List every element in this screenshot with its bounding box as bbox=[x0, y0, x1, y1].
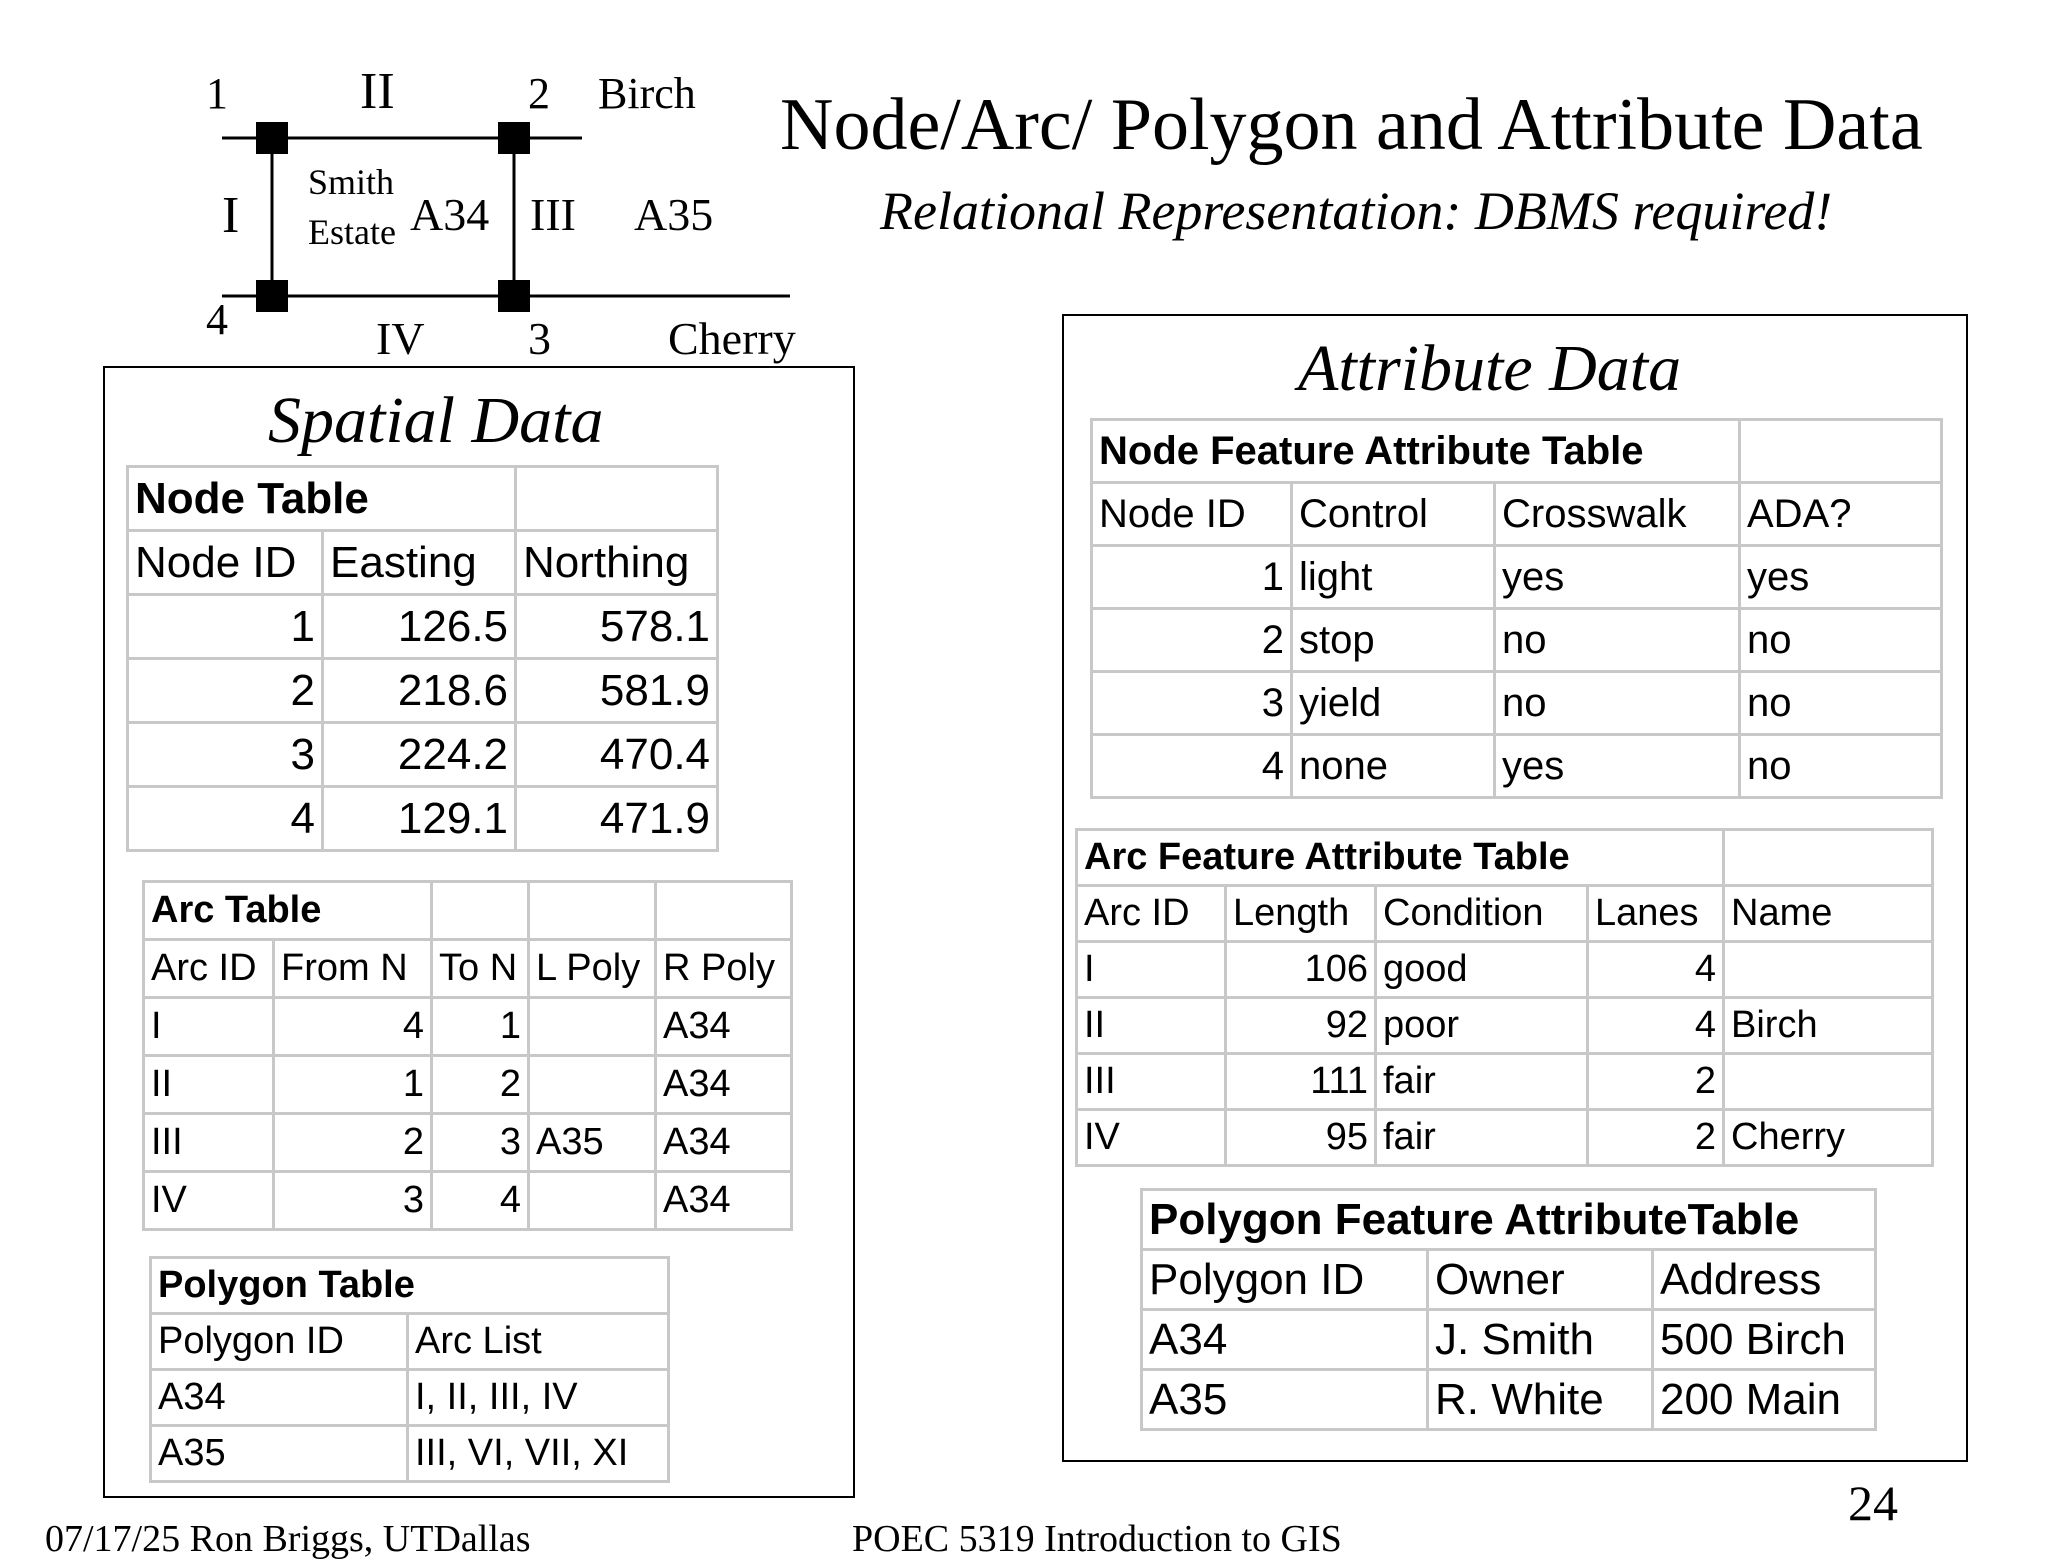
arc-label-i: I bbox=[222, 187, 240, 244]
table-cell: 3 bbox=[128, 723, 323, 787]
table-cell: good bbox=[1376, 942, 1588, 998]
column-header: Arc ID bbox=[1077, 886, 1226, 942]
column-header: Polygon ID bbox=[151, 1314, 408, 1370]
table-cell bbox=[1724, 942, 1933, 998]
table-cell bbox=[1740, 420, 1942, 483]
table-cell: A34 bbox=[151, 1370, 408, 1426]
table-row bbox=[151, 1370, 669, 1426]
column-header: Condition bbox=[1376, 886, 1588, 942]
table-cell: A35 bbox=[1142, 1370, 1428, 1430]
table-title-row bbox=[151, 1258, 669, 1314]
table-cell: A34 bbox=[656, 1114, 792, 1172]
table-cell: IV bbox=[144, 1172, 274, 1230]
column-header: ADA? bbox=[1740, 483, 1942, 546]
table-cell: yield bbox=[1292, 672, 1495, 735]
table-cell: light bbox=[1292, 546, 1495, 609]
table-row bbox=[1092, 672, 1942, 735]
polygon-label-a35: A35 bbox=[634, 189, 714, 240]
column-header: Crosswalk bbox=[1495, 483, 1740, 546]
column-header: L Poly bbox=[529, 940, 656, 998]
spatial-data-heading: Spatial Data bbox=[268, 384, 604, 457]
polygon-table bbox=[149, 1256, 670, 1483]
table-row bbox=[1092, 609, 1942, 672]
table-cell bbox=[656, 882, 792, 940]
table-row bbox=[1077, 1110, 1933, 1166]
table-cell bbox=[529, 1172, 656, 1230]
node-label-1: 1 bbox=[206, 69, 228, 118]
footer-author: 07/17/25 Ron Briggs, UTDallas bbox=[45, 1518, 531, 1560]
node-feature-table-title: Node Feature Attribute Table bbox=[1092, 420, 1740, 483]
table-cell: 4 bbox=[432, 1172, 529, 1230]
table-cell: 2 bbox=[1588, 1054, 1724, 1110]
table-cell: fair bbox=[1376, 1110, 1588, 1166]
table-cell: 111 bbox=[1226, 1054, 1376, 1110]
table-header-row bbox=[1092, 483, 1942, 546]
table-title-row bbox=[1142, 1190, 1876, 1250]
table-cell: 2 bbox=[128, 659, 323, 723]
table-cell: 224.2 bbox=[323, 723, 516, 787]
table-cell: II bbox=[144, 1056, 274, 1114]
table-cell: no bbox=[1495, 609, 1740, 672]
table-cell: 4 bbox=[1588, 942, 1724, 998]
table-cell: no bbox=[1495, 672, 1740, 735]
table-cell: 3 bbox=[1092, 672, 1292, 735]
table-cell: 95 bbox=[1226, 1110, 1376, 1166]
column-header: Length bbox=[1226, 886, 1376, 942]
column-header: Lanes bbox=[1588, 886, 1724, 942]
table-cell bbox=[516, 467, 718, 531]
polygon-text-estate: Estate bbox=[308, 212, 396, 252]
table-cell: none bbox=[1292, 735, 1495, 798]
table-cell: A35 bbox=[529, 1114, 656, 1172]
table-cell: 4 bbox=[1588, 998, 1724, 1054]
table-row bbox=[1092, 735, 1942, 798]
table-row bbox=[144, 998, 792, 1056]
table-cell: 4 bbox=[274, 998, 432, 1056]
column-header: Easting bbox=[323, 531, 516, 595]
table-cell: 1 bbox=[128, 595, 323, 659]
table-row bbox=[128, 723, 718, 787]
node-feature-attribute-table bbox=[1090, 418, 1943, 799]
footer-course: POEC 5319 Introduction to GIS bbox=[852, 1518, 1342, 1560]
table-header-row bbox=[128, 531, 718, 595]
table-cell bbox=[529, 998, 656, 1056]
table-cell: 4 bbox=[128, 787, 323, 851]
table-cell bbox=[529, 882, 656, 940]
table-header-row bbox=[144, 940, 792, 998]
table-cell bbox=[1724, 830, 1933, 886]
node-table bbox=[126, 465, 719, 852]
arc-label-iii: III bbox=[530, 189, 576, 240]
arc-label-ii: II bbox=[360, 63, 395, 120]
column-header: Arc List bbox=[408, 1314, 669, 1370]
column-header: To N bbox=[432, 940, 529, 998]
table-cell bbox=[529, 1056, 656, 1114]
polygon-table-title: Polygon Table bbox=[151, 1258, 669, 1314]
table-cell: 2 bbox=[274, 1114, 432, 1172]
table-row bbox=[128, 595, 718, 659]
table-title-row bbox=[1077, 830, 1933, 886]
table-row bbox=[144, 1056, 792, 1114]
table-cell: 1 bbox=[1092, 546, 1292, 609]
table-cell: Cherry bbox=[1724, 1110, 1933, 1166]
table-cell: IV bbox=[1077, 1110, 1226, 1166]
table-title-row bbox=[128, 467, 718, 531]
node-marker-3 bbox=[498, 280, 530, 312]
table-cell: 106 bbox=[1226, 942, 1376, 998]
table-cell: stop bbox=[1292, 609, 1495, 672]
arc-label-iv: IV bbox=[376, 313, 425, 364]
table-row bbox=[1077, 1054, 1933, 1110]
slide-subtitle: Relational Representation: DBMS required! bbox=[880, 181, 1833, 241]
table-cell: A34 bbox=[656, 1172, 792, 1230]
table-row bbox=[1077, 942, 1933, 998]
column-header: Address bbox=[1653, 1250, 1876, 1310]
table-cell: 500 Birch bbox=[1653, 1310, 1876, 1370]
polygon-feature-table-title: Polygon Feature AttributeTable bbox=[1142, 1190, 1876, 1250]
table-cell: 3 bbox=[432, 1114, 529, 1172]
table-title-row bbox=[144, 882, 792, 940]
polygon-text-smith: Smith bbox=[308, 162, 395, 202]
table-cell: A34 bbox=[656, 998, 792, 1056]
polygon-feature-attribute-table bbox=[1140, 1188, 1877, 1431]
node-marker-4 bbox=[256, 280, 288, 312]
table-cell: I bbox=[144, 998, 274, 1056]
arc-feature-attribute-table bbox=[1075, 828, 1934, 1167]
table-cell: no bbox=[1740, 609, 1942, 672]
table-cell: 578.1 bbox=[516, 595, 718, 659]
node-marker-1 bbox=[256, 122, 288, 154]
table-cell: I, II, III, IV bbox=[408, 1370, 669, 1426]
street-label-birch: Birch bbox=[598, 69, 696, 118]
table-cell: 2 bbox=[1092, 609, 1292, 672]
column-header: R Poly bbox=[656, 940, 792, 998]
table-row bbox=[128, 787, 718, 851]
table-cell bbox=[432, 882, 529, 940]
table-cell: 92 bbox=[1226, 998, 1376, 1054]
table-title-row bbox=[1092, 420, 1942, 483]
table-header-row bbox=[151, 1314, 669, 1370]
table-cell: 1 bbox=[274, 1056, 432, 1114]
table-cell: yes bbox=[1740, 546, 1942, 609]
table-cell: 470.4 bbox=[516, 723, 718, 787]
table-cell: 129.1 bbox=[323, 787, 516, 851]
table-header-row bbox=[1142, 1250, 1876, 1310]
table-cell bbox=[1724, 1054, 1933, 1110]
table-row bbox=[128, 659, 718, 723]
table-header-row bbox=[1077, 886, 1933, 942]
table-cell: 4 bbox=[1092, 735, 1292, 798]
table-cell: 2 bbox=[432, 1056, 529, 1114]
column-header: Polygon ID bbox=[1142, 1250, 1428, 1310]
table-cell: A35 bbox=[151, 1426, 408, 1482]
table-row bbox=[151, 1426, 669, 1482]
table-cell: R. White bbox=[1428, 1370, 1653, 1430]
column-header: Control bbox=[1292, 483, 1495, 546]
table-cell: 200 Main bbox=[1653, 1370, 1876, 1430]
table-row bbox=[1077, 998, 1933, 1054]
arc-table bbox=[142, 880, 793, 1231]
node-label-4: 4 bbox=[206, 295, 228, 344]
table-row bbox=[144, 1172, 792, 1230]
table-row bbox=[144, 1114, 792, 1172]
table-cell: II bbox=[1077, 998, 1226, 1054]
attribute-data-heading: Attribute Data bbox=[1298, 332, 1682, 405]
table-cell: J. Smith bbox=[1428, 1310, 1653, 1370]
table-cell: I bbox=[1077, 942, 1226, 998]
table-cell: III, VI, VII, XI bbox=[408, 1426, 669, 1482]
table-cell: Birch bbox=[1724, 998, 1933, 1054]
node-label-2: 2 bbox=[528, 69, 550, 118]
table-cell: 1 bbox=[432, 998, 529, 1056]
polygon-label-a34: A34 bbox=[410, 189, 490, 240]
table-cell: 3 bbox=[274, 1172, 432, 1230]
column-header: From N bbox=[274, 940, 432, 998]
slide-title: Node/Arc/ Polygon and Attribute Data bbox=[780, 84, 1923, 166]
table-cell: 581.9 bbox=[516, 659, 718, 723]
table-cell: 126.5 bbox=[323, 595, 516, 659]
node-label-3: 3 bbox=[528, 313, 551, 364]
table-cell: III bbox=[1077, 1054, 1226, 1110]
table-cell: A34 bbox=[1142, 1310, 1428, 1370]
table-cell: fair bbox=[1376, 1054, 1588, 1110]
table-cell: 471.9 bbox=[516, 787, 718, 851]
column-header: Arc ID bbox=[144, 940, 274, 998]
table-cell: 2 bbox=[1588, 1110, 1724, 1166]
arc-feature-table-title: Arc Feature Attribute Table bbox=[1077, 830, 1724, 886]
node-marker-2 bbox=[498, 122, 530, 154]
column-header: Owner bbox=[1428, 1250, 1653, 1310]
table-cell: 218.6 bbox=[323, 659, 516, 723]
table-cell: yes bbox=[1495, 546, 1740, 609]
table-cell: no bbox=[1740, 672, 1942, 735]
table-row bbox=[1142, 1310, 1876, 1370]
network-diagram bbox=[0, 0, 860, 375]
table-cell: poor bbox=[1376, 998, 1588, 1054]
node-table-title: Node Table bbox=[128, 467, 516, 531]
arc-table-title: Arc Table bbox=[144, 882, 432, 940]
column-header: Node ID bbox=[1092, 483, 1292, 546]
table-cell: III bbox=[144, 1114, 274, 1172]
column-header: Node ID bbox=[128, 531, 323, 595]
column-header: Northing bbox=[516, 531, 718, 595]
page-number: 24 bbox=[1848, 1475, 1898, 1531]
column-header: Name bbox=[1724, 886, 1933, 942]
table-row bbox=[1142, 1370, 1876, 1430]
street-label-cherry: Cherry bbox=[668, 313, 796, 364]
table-cell: no bbox=[1740, 735, 1942, 798]
table-row bbox=[1092, 546, 1942, 609]
table-cell: A34 bbox=[656, 1056, 792, 1114]
table-cell: yes bbox=[1495, 735, 1740, 798]
